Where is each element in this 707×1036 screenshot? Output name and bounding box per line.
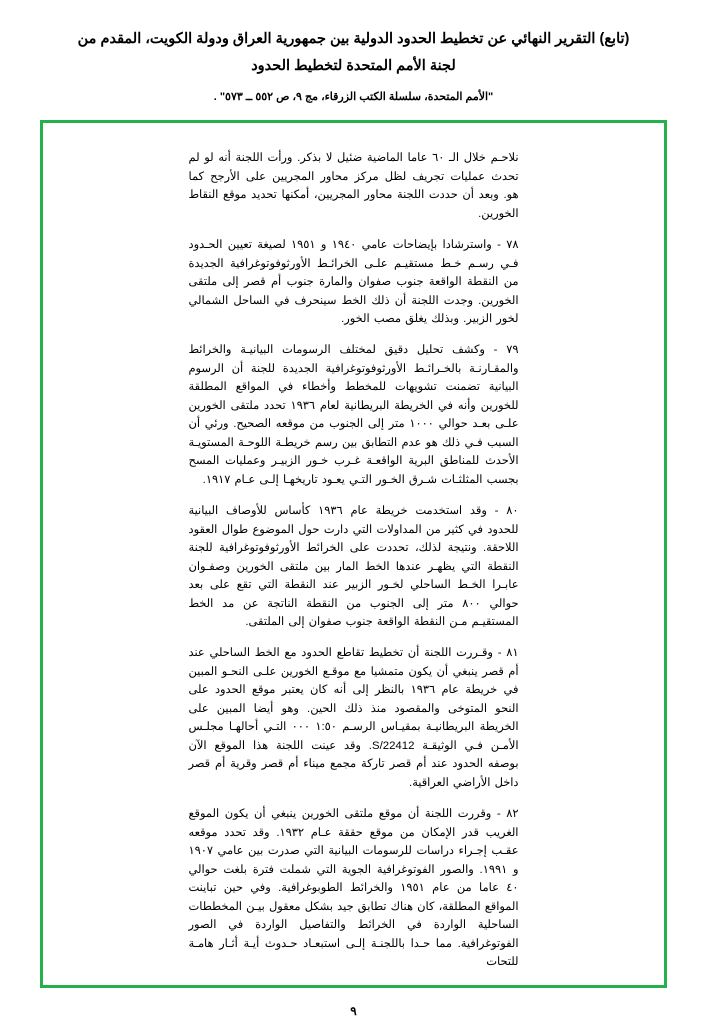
paragraph-78: ٧٨ - واسترشادا بإيضاحات عامي ١٩٤٠ و ١٩٥١ لصيغة تعيين الحـدود فـي رسـم خـط مستقيـم علـى الخرائـط الأورثوفوتوغرافية الجديدة من النقطة الواقعة جنوب صفوان والمارة جنوب أم قصر إلى ملتقى الخورين. وجدت اللجنة أن ذلك الخط سينحرف في الساحل الشمالي لخور الزبير. وبذلك يغلق مصب الخور. (188, 239, 519, 325)
source-citation: "الأمم المتحدة، سلسلة الكتب الزرقاء، مج ٩، ص ٥٥٢ ــ ٥٧٣" . (213, 90, 494, 103)
page-number: ٩ (350, 1004, 357, 1018)
paragraph-82: ٨٢ - وقررت اللجنة أن موقع ملتقى الخورين ينبغي أن يكون الموقع الغريب قدر الإمكان من موقع حققة عـام ١٩٣٢. وقد تحدد موقعه عقـب إجـراء دراسات للرسومات البيانية التي صدرت بين عامي ١٩٠٧ و ١٩٩١. والصور الفوتوغرافية الجوية التي شملت فترة بلغت حوالي ٤٠ عاما من عام ١٩٥١ والخرائط الطوبوغرافية. وفي حين تباينت المواقع المطلقة، كان هناك تطابق جيد بشكل معقول بيـن المخططات الساحلية الواردة في الخرائط والتفاصيل الواردة في الصور الفوتوغرافية. مما حـدا باللجنـة إلـى استبعـاد حـدوث أيـة أثـار هامـة للتحات (188, 808, 519, 968)
paragraph-81: ٨١ - وقـررت اللجنة أن تخطيط تقاطع الحدود مع الخط الساحلي عند أم قصر ينبغي أن يكون متمشيا مع موقـع الخورين علـى النحـو المبين في خريطة عام ١٩٣٦ بالنظر إلى أنه كان يعتبر موقع الحدود على النحو المتوخى والمقصود منذ ذلك الحين. وهو أيضا المبين على الخريطة البريطانيـة بمقيـاس الرسـم ١:٥٠ ٠٠٠ التـي أحالهـا مجلـس الأمـن فـي الوثيقـة S/22412. وقد عينت اللجنة هذا الموقع الآن بوصفه الحدود عند أم قصر تاركة مجمع ميناء أم قصر وقرية أم قصر داخل الأراضي العراقية. (188, 647, 519, 789)
content-frame (40, 120, 667, 988)
body-column (189, 149, 519, 971)
paragraph-79: ٧٩ - وكشف تحليل دقيق لمختلف الرسومات البيانيـة والخرائط والمقـارنـة بالخـرائـط الأورثوفوتوغرافية الجديدة للجنة أن الرسوم البيانية تضمنت تشويهات للمخطط وأخطاء في المواقع المطلقة للخورين وأنه في الخريطة البريطانية لعام ١٩٣٦ تحدد ملتقى الخورين علـى بعـد حوالي ١٠٠٠ متر إلى الجنوب من موقعه الصحيح. ورئي أن السبب فـي ذلك هو عدم التطابق بين رسم خريطـة اللوحـة المستويـة الأحدث للمناطق البرية الواقعـة غـرب خـور الزبيـر وعمليات المسح بجسب المثلثـات شـرق الخـور التـي يعـود تاريخهـا إلـى عـام ١٩١٧. (188, 344, 519, 486)
page-title: (تابع) التقرير النهائي عن تخطيط الحدود الدولية بين جمهورية العراق ودولة الكويت، المقدم من لجنة الأمم المتحدة لتخطيط الحدود (77, 31, 630, 74)
document-header (40, 26, 667, 106)
paragraph-intro: نلاحـم خلال الـ ٦٠ عاما الماضية ضئيل لا بذكر. ورأت اللجنة أنه لو لم تحدث عمليات تجريف لظل مركز محاور المجريين على الأرجح كما هو. وبعد أن حددت اللجنة محاور المجريين، أمكنها تحديد موقع النقاط الخورين. (188, 152, 519, 220)
paragraph-80: ٨٠ - وقد استخدمت خريطة عام ١٩٣٦ كأساس للأوصاف البيانية للحدود في كثير من المداولات التي دارت حول الموضوع طوال العقود اللاحقة. ونتيجة لذلك، تحددت على الخرائط الأورثوفوتوغرافية للجنة النقطة التي يظهـر عندها الخط المار بين ملتقى الخورين وصفـوان عابـرا الخـط الساحلي لخـور الزبير عند النقطة التي تقع على بعد حوالي ٨٠٠ متر إلى الجنوب من النقطة الناتجة عن مد الخط المستقيـم مـن النقطة الواقعة جنوب صفوان إلى الملتقى. (188, 505, 519, 628)
